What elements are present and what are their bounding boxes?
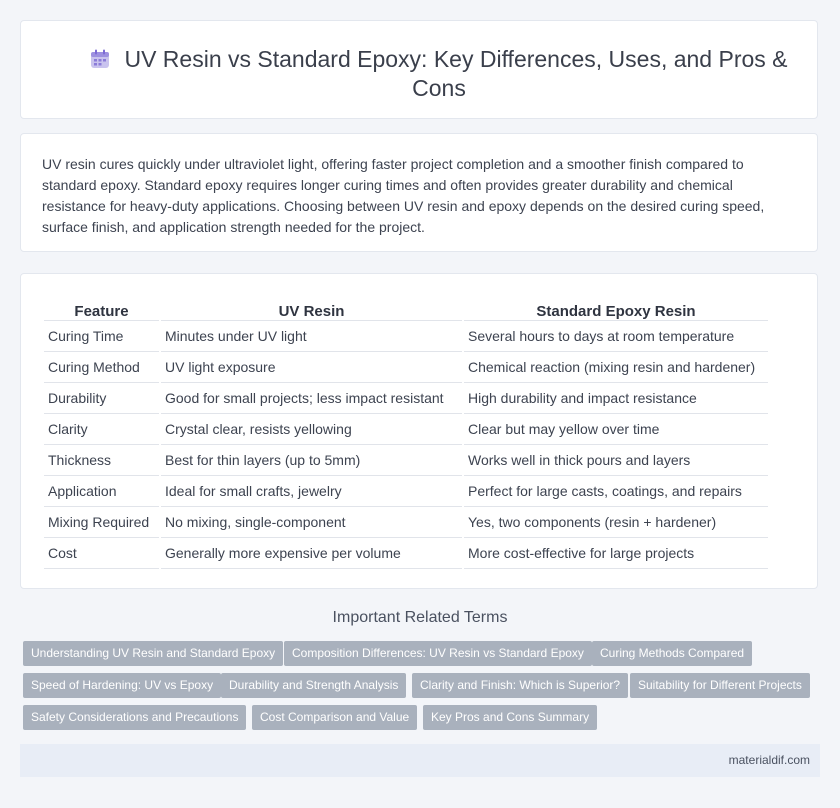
calendar-icon	[90, 49, 110, 69]
title-wrap	[81, 45, 797, 103]
uv-resin-cell: Good for small projects; less impact resistant	[161, 383, 462, 414]
related-terms-heading: Important Related Terms	[332, 609, 508, 626]
feature-cell: Thickness	[44, 445, 159, 476]
epoxy-cell: Yes, two components (resin + hardener)	[464, 507, 768, 538]
feature-cell: Durability	[44, 383, 159, 414]
epoxy-cell: Works well in thick pours and layers	[464, 445, 768, 476]
feature-cell: Curing Time	[44, 321, 159, 352]
epoxy-cell: More cost-effective for large projects	[464, 538, 768, 569]
feature-cell: Clarity	[44, 414, 159, 445]
related-term-tag[interactable]: Suitability for Different Projects	[630, 673, 810, 698]
header-standard-epoxy: Standard Epoxy Resin	[464, 294, 768, 321]
page-title	[81, 45, 797, 103]
feature-cell: Cost	[44, 538, 159, 569]
uv-resin-cell: Generally more expensive per volume	[161, 538, 462, 569]
intro-card	[20, 133, 818, 252]
feature-cell: Application	[44, 476, 159, 507]
uv-resin-cell: UV light exposure	[161, 352, 462, 383]
table-row	[44, 445, 768, 476]
table-row	[44, 352, 768, 383]
related-term-tag[interactable]: Key Pros and Cons Summary	[423, 705, 597, 730]
table-row	[44, 321, 768, 352]
header-card	[20, 20, 818, 119]
epoxy-cell: Perfect for large casts, coatings, and repairs	[464, 476, 768, 507]
related-term-tag[interactable]: Understanding UV Resin and Standard Epoxy	[23, 641, 283, 666]
epoxy-cell: Several hours to days at room temperature	[464, 321, 768, 352]
table-row	[44, 538, 768, 569]
feature-cell: Mixing Required	[44, 507, 159, 538]
related-term-tag[interactable]: Curing Methods Compared	[592, 641, 752, 666]
table-row	[44, 414, 768, 445]
epoxy-cell: Chemical reaction (mixing resin and hardener)	[464, 352, 768, 383]
header-uv-resin: UV Resin	[161, 294, 462, 321]
uv-resin-cell: Best for thin layers (up to 5mm)	[161, 445, 462, 476]
related-term-tag[interactable]: Durability and Strength Analysis	[221, 673, 406, 698]
intro-paragraph: UV resin cures quickly under ultraviolet light, offering faster project completion and a smoother finish compared to standard epoxy. Standard epoxy requires longer curing times and often provides greater durability and chemical resistance for heavy-duty applications. Choosing between UV resin and epoxy depends on the desired curing speed, surface finish, and application strength needed for the project.	[42, 156, 765, 235]
uv-resin-cell: Minutes under UV light	[161, 321, 462, 352]
table-row	[44, 507, 768, 538]
footer	[20, 744, 820, 777]
feature-cell: Curing Method	[44, 352, 159, 383]
comparison-table	[42, 294, 770, 569]
related-term-tag[interactable]: Speed of Hardening: UV vs Epoxy	[23, 673, 221, 698]
related-term-tag[interactable]: Safety Considerations and Precautions	[23, 705, 246, 730]
header-feature: Feature	[44, 294, 159, 321]
table-row	[44, 383, 768, 414]
epoxy-cell: High durability and impact resistance	[464, 383, 768, 414]
related-term-tag[interactable]: Composition Differences: UV Resin vs Standard Epoxy	[284, 641, 592, 666]
comparison-table-card	[20, 273, 818, 589]
related-term-tag[interactable]: Cost Comparison and Value	[252, 705, 417, 730]
related-term-tag[interactable]: Clarity and Finish: Which is Superior?	[412, 673, 628, 698]
table-row	[44, 476, 768, 507]
page-title-text: UV Resin vs Standard Epoxy: Key Differences, Uses, and Pros & Cons	[124, 46, 788, 101]
uv-resin-cell: Ideal for small crafts, jewelry	[161, 476, 462, 507]
footer-site-link[interactable]: materialdif.com	[728, 753, 810, 767]
uv-resin-cell: Crystal clear, resists yellowing	[161, 414, 462, 445]
table-header-row	[44, 294, 768, 321]
uv-resin-cell: No mixing, single-component	[161, 507, 462, 538]
epoxy-cell: Clear but may yellow over time	[464, 414, 768, 445]
